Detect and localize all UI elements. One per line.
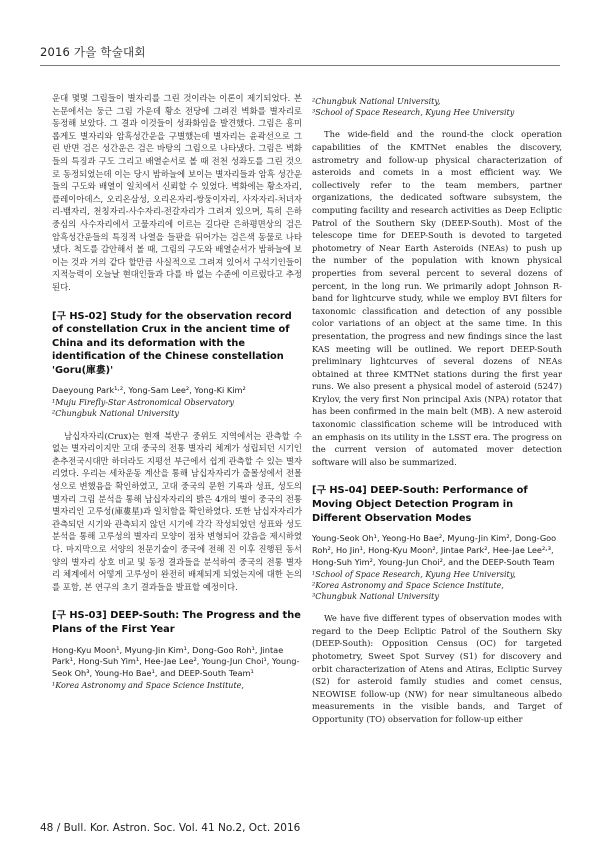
hs03-affiliation-2: ²Chungbuk National University, <box>312 97 441 106</box>
hs03-affiliation-3: ³School of Space Research, Kyung Hee University <box>312 108 515 118</box>
hs02-abstract: 남십자자리(Crux)는 현재 북반구 중위도 지역에서는 관측할 수 없는 별자리이지만 고대 중국의 전통 별자리 체계가 성립되던 시기인 춘추전국시대만 하더라도 지평선 부근에서 쉽게 관측할 수 있는 별자리였다. 우리는 세차운동 계산을 통해 남십자자리가 출몰성에서 전몰성으로 변했음을 확인하였고, 고대 중국의 문헌 기록과 성표, 성도의 별자리 그림 분석을 통해 남십자자리의 밝은 4개의 별이 중국의 전통 별자리인 고루성(庫婁星)과 일치함을 확인하였다. 또한 남십자자리가 관측되던 시기와 관측되지 않던 시기에 각각 작성되었던 성표와 성도 분석을 통해 고루성의 별자리 모양이 점차 변형되어 갔음을 제시하였다. 마지막으로 서양의 천문기술이 중국에 전해 진 이후 진행된 동서양의 별자리 상호 비교 및 동정 결과들을 분석하여 중국의 전통 별자리 체계에서 어떻게 고루성이 완전히 배제되게 되었는지에 대한 논의를 포함, 본 연구의 초기 결과들을 발표할 예정이다. <box>52 430 302 592</box>
header-divider <box>40 65 560 66</box>
right-column <box>312 96 562 726</box>
conference-title: 2016 가을 학술대회 <box>40 45 146 59</box>
intro-paragraph: 운대 몇몇 그림들이 별자리를 그린 것이라는 이론이 제기되었다. 본 논문에서는 둥근 그림 가운데 황소 전당에 그려진 벽화를 별자리로 동정해 보았다. 그 결과 이것들이 성좌화임을 발견했다. 그림은 흥미롭게도 별자리와 암흑성간운을 구별했는데 별자리는 윤곽선으로 그린 반면 검은 성간운은 검은 바탕의 그림으로 나타냈다. 그림은 벽화들의 특징과 구도 그리고 배열순서로 볼 때 전천 성좌도를 그린 것으로 동정되었는데 이는 당시 밤하늘에 보이는 별자리들과 암흑 성간운들의 구도와 배열이 일치에서 신뢰할 수 있었다. 벽화에는 황소자리, 플레이아데스, 오리온삼성, 오리온자리-쌍둥이자리, 사자자리-처녀자리-뱀자리, 천칭자리-사수자리-전갈자리가 그려져 있으며, 특히 은하중심의 사수자리에서 고물자리에 이르는 길다란 은하평면상의 검은 암흑성간운들의 특징적 나열을 들판을 뒤어가는 검은색 동물로 나타냈다. 척도를 감안해서 볼 때, 그림의 구도와 배열순서가 밤하늘에 보이는 것과 거의 같다 할만큼 사실적으로 그려져 있어서 구석기인들이 지적능력이 오늘날 현대인들과 다를 바 없는 수준에 이르렀다고 추정된다. <box>52 93 302 292</box>
page-header <box>0 0 600 78</box>
hs04-authors: Young-Seok Oh¹, Yeong-Ho Bae², Myung-Jin Kim², Dong-Goo Roh², Ho Jin¹, Hong-Kyu Moon², Jintae Park², Hee-Jae Lee²˒³, Hong-Suh Yim², Young-Jun Choi², and the DEEP-South Team <box>312 533 557 567</box>
hs02-affiliation-1: ¹Muju Firefly-Star Astronomical Observatory <box>52 398 234 408</box>
hs02-title: [구 HS-02] Study for the observation record of constellation Crux in the ancient time of China and its deformation with the identification of the Chinese constellation 'Goru(庫婁)' <box>52 310 292 376</box>
hs04-affiliation-2: ²Korea Astronomy and Space Science Institute, <box>312 580 504 590</box>
hs04-affiliation-3: ³Chungbuk National University <box>312 592 439 602</box>
hs02-affiliation-2: ²Chungbuk National University <box>52 409 179 419</box>
hs03-authors: Hong-Kyu Moon¹, Myung-Jin Kim¹, Dong-Goo Roh¹, Jintae Park¹, Hong-Suh Yim¹, Hee-Jae Lee², Young-Jun Choi¹, Young-Seok Oh³, Young-Ho Bae¹, and DEEP-South Team¹ <box>52 644 300 679</box>
hs03-affiliation-1: ¹Korea Astronomy and Space Science Institute, <box>52 680 244 690</box>
hs04-affiliation-1: ¹School of Space Research, Kyung Hee University, <box>312 569 516 579</box>
page-footer: 48 / Bull. Kor. Astron. Soc. Vol. 41 No.2, Oct. 2016 <box>40 822 301 834</box>
hs03-abstract: The wide-field and the round-the clock operation capabilities of the KMTNet enables the discovery, astrometry and follow-up physical characterization of asteroids and comets in a most efficient way. We collectively refer to the team members, partner organizations, the dedicated software subsystem, the computing facility and research activities as Deep Ecliptic Patrol of the Southern Sky (DEEP-South). Most of the telescope time for DEEP-South is devoted to targeted photometry of Near Earth Asteroids (NEAs) to push up the number of the population with known physical properties from several percent to several dozens of percent, in the long run. We primarily adopt Johnson R-band for lightcurve study, while we employ BVI filters for taxonomic classification and detection of any possible color variations of an object at the same time. In this presentation, the progress and new findings since the last KAS meeting will be outlined. We report DEEP-South preliminary lightcurves of several dozens of NEAs obtained at three KMTNet stations during the first year runs. We also present a physical model of asteroid (5247) Krylov, the very first Non principal Axis (NPA) rotator that has been confirmed in the main belt (MB). A new asteroid taxonomic classification scheme will be introduced with an emphasis on its utility in the LSST era. The progress on the current version of automated mover detection software will also be summarized. <box>312 129 562 467</box>
hs03-title: [구 HS-03] DEEP-South: The Progress and the Plans of the First Year <box>52 610 301 635</box>
hs04-title: [구 HS-04] DEEP-South: Performance of Moving Object Detection Program in Different Observation Modes <box>312 485 528 524</box>
hs04-abstract: We have five different types of observation modes with regard to the Deep Ecliptic Patrol of the Southern Sky (DEEP-South): Opposition Census (OC) for targeted photometry, Sweet Spot Survey (S1) for discovery and orbit characterization of Atens and Atiras, Ecliptic Survey (S2) for asteroid family studies and comet census, NEOWISE follow-up (NW) for near simultaneous albedo measurements in the visible bands, and Target of Opportunity (TO) observation for follow-up either <box>312 613 562 724</box>
left-column <box>52 92 302 691</box>
hs02-authors: Daeyoung Park¹˒², Yong-Sam Lee², Yong-Ki Kim² <box>52 385 246 396</box>
